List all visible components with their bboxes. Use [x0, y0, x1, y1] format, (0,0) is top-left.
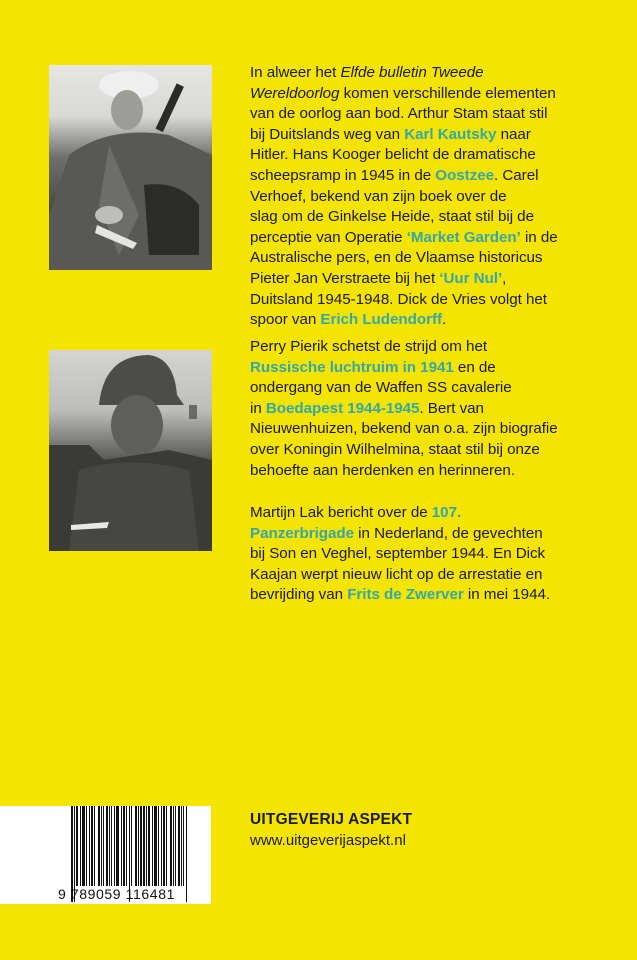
text-run: In alweer het — [250, 64, 341, 81]
article-topic-highlight: 107. — [431, 504, 462, 521]
paragraph-second — [250, 337, 625, 481]
text-line — [250, 125, 625, 146]
text-run: ondergang van de Waffen SS cavalerie — [250, 379, 512, 397]
paragraph-third — [250, 503, 625, 606]
text-line — [250, 503, 625, 524]
text-line — [250, 565, 625, 586]
text-run: en de — [453, 358, 496, 376]
text-line — [250, 419, 625, 440]
text-run: Verhoef, bekend van zijn boek over de — [250, 187, 507, 205]
photo-soldier-helmet — [49, 350, 212, 551]
text-run: in mei 1944. — [463, 586, 551, 604]
text-run: in de — [520, 228, 558, 246]
text-line — [250, 544, 625, 565]
text-line — [250, 104, 625, 125]
text-run: over Koningin Wilhelmina, staat stil bij onze — [250, 440, 540, 458]
italic-title: Wereldoorlog — [250, 84, 340, 102]
article-topic-highlight: Karl Kautsky — [404, 125, 497, 143]
article-topic-highlight: Frits de Zwerver — [347, 586, 464, 604]
text-run: Hitler. Hans Kooger belicht de dramatische — [250, 146, 536, 164]
text-run: behoefte aan herdenken en herinneren. — [250, 461, 515, 479]
text-run: spoor van — [250, 311, 321, 329]
text-line — [250, 378, 625, 399]
text-line — [250, 585, 625, 606]
text-line — [250, 248, 625, 269]
text-run: slag om de Ginkelse Heide, staat stil bij de — [250, 208, 534, 226]
isbn-number: 9 789059 116481 — [58, 886, 175, 902]
text-run: komen verschillende elementen — [339, 84, 556, 102]
article-topic-highlight: ‘Market Garden’ — [406, 228, 521, 246]
text-line — [250, 337, 625, 358]
article-topic-highlight: Russische luchtruim in 1941 — [250, 358, 454, 376]
paragraph-intro — [250, 63, 625, 331]
text-run: Nieuwenhuizen, bekend van o.a. zijn biografie — [250, 420, 558, 438]
text-run: van de oorlog aan bod. Arthur Stam staat stil — [250, 105, 548, 123]
italic-title: Elfde bulletin Tweede — [340, 64, 484, 81]
text-line — [250, 166, 625, 187]
isbn-barcode — [0, 806, 211, 904]
photo-soldier-fur-hat — [49, 65, 212, 270]
article-topic-highlight: Oostzee — [435, 166, 495, 184]
text-line — [250, 269, 625, 290]
text-line — [250, 399, 625, 420]
text-line — [250, 358, 625, 379]
text-line — [250, 228, 625, 249]
text-run: in — [250, 399, 266, 417]
text-run: in Nederland, de gevechten — [354, 524, 543, 542]
text-line — [250, 461, 625, 482]
publisher-url[interactable]: www.uitgeverijaspekt.nl — [250, 832, 406, 849]
text-run: naar — [496, 125, 531, 143]
text-line — [250, 63, 625, 84]
text-run: bij Duitslands weg van — [250, 125, 405, 143]
text-run: Martijn Lak bericht over de — [250, 504, 432, 521]
text-run: scheepsramp in 1945 in de — [250, 166, 436, 184]
photo-illustration — [49, 350, 212, 551]
article-topic-highlight: ‘Uur Nul’ — [439, 269, 503, 287]
text-line — [250, 524, 625, 545]
text-run: , — [502, 269, 507, 287]
text-line — [250, 145, 625, 166]
text-run: Duitsland 1945-1948. Dick de Vries volgt het — [250, 290, 547, 308]
article-topic-highlight: Boedapest 1944-1945 — [265, 399, 420, 417]
text-run: Kaajan werpt nieuw licht op de arrestatie en — [250, 565, 543, 583]
text-run: bevrijding van — [250, 586, 348, 604]
publisher-block — [250, 810, 412, 851]
text-run: . — [441, 311, 447, 329]
text-run: . Carel — [494, 166, 539, 184]
text-line — [250, 187, 625, 208]
photo-illustration — [49, 65, 212, 270]
article-topic-highlight: Erich Ludendorff — [320, 311, 442, 329]
article-topic-highlight: Panzerbrigade — [250, 524, 355, 542]
publisher-name: UITGEVERIJ ASPEKT — [250, 811, 413, 828]
text-line — [250, 207, 625, 228]
text-run: perceptie van Operatie — [250, 228, 407, 246]
text-run: Australische pers, en de Vlaamse historicus — [250, 249, 543, 267]
text-run: Perry Pierik schetst de strijd om het — [250, 338, 488, 355]
text-line — [250, 84, 625, 105]
text-run: . Bert van — [419, 399, 484, 417]
text-line — [250, 440, 625, 461]
text-run: Pieter Jan Verstraete bij het — [250, 269, 440, 287]
text-line — [250, 290, 625, 311]
text-line — [250, 310, 625, 331]
text-run: bij Son en Veghel, september 1944. En Dick — [250, 545, 546, 563]
